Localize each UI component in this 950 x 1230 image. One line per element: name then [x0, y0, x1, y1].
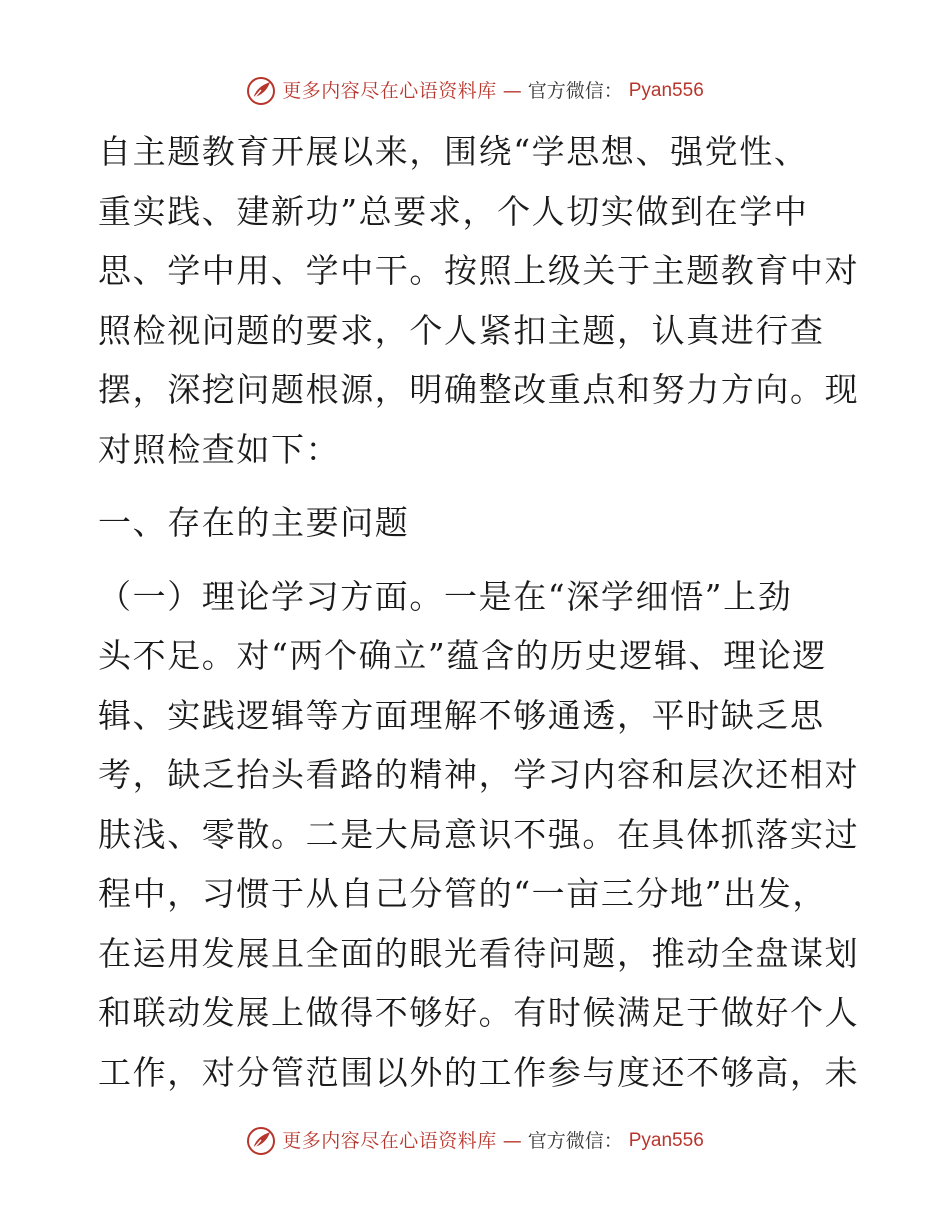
section-line: 和联动发展上做得不够好。有时候满足于做好个人: [98, 993, 860, 1032]
section-line: 工作，对分管范围以外的工作参与度还不够高，未: [98, 1052, 860, 1092]
intro-line: 重实践、建新功”总要求，个人切实做到在学中: [98, 191, 809, 231]
leaf-pen-logo-icon: [246, 1126, 276, 1156]
paragraph-gap: [98, 553, 850, 567]
leaf-pen-logo-icon: [246, 76, 276, 106]
section-line: 头不足。对“两个确立”蕴含的历史逻辑、理论逻: [98, 636, 827, 675]
section-line: （一）理论学习方面。一是在“深学细悟”上劲: [98, 576, 793, 616]
intro-line: 对照检查如下：: [98, 429, 341, 469]
intro-line: 自主题教育开展以来，围绕“学思想、强党性、: [98, 132, 809, 171]
header-official-label: 官方微信：: [527, 80, 623, 102]
header-banner: [0, 76, 950, 106]
intro-line: 照检视问题的要求，个人紧扣主题，认真进行查: [98, 310, 825, 350]
intro-line: 摆，深挖问题根源，明确整改重点和努力方向。现: [98, 370, 860, 409]
header-banner-separator: —: [502, 80, 522, 102]
section-heading: 一、存在的主要问题: [98, 503, 410, 542]
footer-official-label: 官方微信：: [527, 1130, 623, 1152]
header-wechat-id: Pyan556: [628, 80, 704, 101]
header-banner-text: 更多内容尽在心语资料库: [282, 80, 497, 102]
section-line: 在运用发展且全面的眼光看待问题，推动全盘谋划: [98, 933, 860, 973]
footer-banner: [0, 1126, 950, 1156]
footer-wechat-id: Pyan556: [628, 1130, 704, 1151]
footer-banner-separator: —: [502, 1130, 522, 1152]
paragraph-gap: [98, 479, 850, 493]
section-line: 考，缺乏抬头看路的精神，学习内容和层次还相对: [98, 755, 860, 794]
document-body: [98, 122, 860, 1102]
intro-line: 思、学中用、学中干。按照上级关于主题教育中对: [98, 251, 860, 290]
footer-banner-text: 更多内容尽在心语资料库: [282, 1130, 497, 1152]
section-line: 辑、实践逻辑等方面理解不够通透，平时缺乏思: [98, 695, 825, 735]
section-line: 程中，习惯于从自己分管的“一亩三分地”出发，: [98, 874, 827, 913]
section-line: 肤浅、零散。二是大局意识不强。在具体抓落实过: [98, 814, 860, 854]
